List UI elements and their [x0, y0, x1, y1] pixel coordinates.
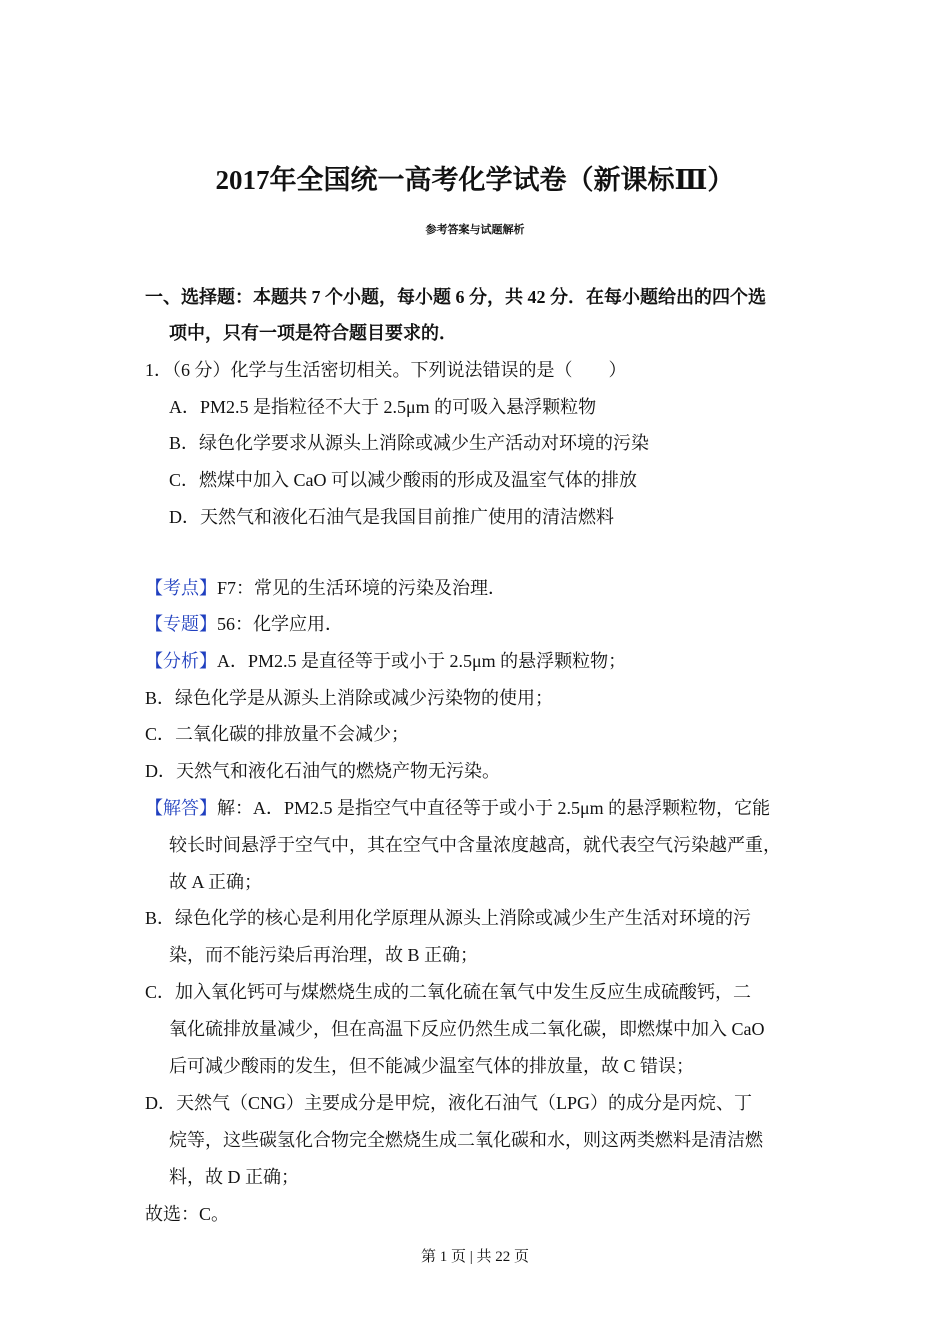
option-a: A．PM2.5 是指粒径不大于 2.5μm 的可吸入悬浮颗粒物 [169, 397, 597, 417]
jieda-row [145, 796, 770, 820]
jieda-line-10: 烷等，这些碳氢化合物完全燃烧生成二氧化碳和水，则这两类燃料是清洁燃 [169, 1130, 763, 1150]
section-heading-line1: 一、选择题：本题共 7 个小题，每小题 6 分，共 42 分．在每小题给出的四个选 [145, 287, 766, 307]
fenxi-line-d: D．天然气和液化石油气的燃烧产物无污染。 [145, 761, 500, 781]
jieda-line-6: C．加入氧化钙可与煤燃烧生成的二氧化硫在氧气中发生反应生成硫酸钙，二 [145, 982, 752, 1002]
kaodian-row [145, 576, 506, 600]
fenxi-row [145, 649, 626, 673]
kaodian-text: F7：常见的生活环境的污染及治理． [217, 578, 507, 598]
option-c: C．燃煤中加入 CaO 可以减少酸雨的形成及温室气体的排放 [169, 470, 637, 490]
kaodian-label: 【考点】 [145, 578, 217, 598]
section-heading-line2: 项中，只有一项是符合题目要求的． [169, 323, 457, 343]
page-footer: 第 1 页 | 共 22 页 [420, 1249, 529, 1265]
fenxi-label: 【分析】 [145, 651, 217, 671]
fenxi-line-a: A．PM2.5 是直径等于或小于 2.5μm 的悬浮颗粒物； [217, 651, 627, 671]
question-stem: 1．（6 分）化学与生活密切相关。下列说法错误的是（ ） [145, 360, 627, 380]
jieda-line-8: 后可减少酸雨的发生，但不能减少温室气体的排放量，故 C 错误； [169, 1056, 695, 1076]
document-title: 2017年全国统一高考化学试卷（新课标Ⅲ） [215, 165, 735, 195]
jieda-label: 【解答】 [145, 798, 217, 818]
option-d: D．天然气和液化石油气是我国目前推广使用的清洁燃料 [169, 507, 614, 527]
answer-line: 故选：C。 [145, 1204, 230, 1224]
jieda-line-4: B．绿色化学的核心是利用化学原理从源头上消除或减少生产生活对环境的污 [145, 908, 752, 928]
zhuanti-row [145, 612, 343, 636]
option-b: B．绿色化学要求从源头上消除或减少生产活动对环境的污染 [169, 433, 650, 453]
fenxi-line-b: B．绿色化学是从源头上消除或减少污染物的使用； [145, 688, 554, 708]
jieda-line-2: 较长时间悬浮于空气中，其在空气中含量浓度越高，就代表空气污染越严重， [169, 835, 781, 855]
zhuanti-text: 56：化学应用． [217, 614, 343, 634]
jieda-line-11: 料，故 D 正确； [169, 1167, 299, 1187]
jieda-line-1: 解：A．PM2.5 是指空气中直径等于或小于 2.5μm 的悬浮颗粒物，它能 [217, 798, 771, 818]
jieda-line-3: 故 A 正确； [169, 872, 263, 892]
document-subtitle: 参考答案与试题解析 [425, 223, 525, 236]
zhuanti-label: 【专题】 [145, 614, 217, 634]
jieda-line-5: 染，而不能污染后再治理，故 B 正确； [169, 945, 479, 965]
fenxi-line-c: C．二氧化碳的排放量不会减少； [145, 724, 410, 744]
jieda-line-9: D．天然气（CNG）主要成分是甲烷，液化石油气（LPG）的成分是丙烷、丁 [145, 1093, 753, 1113]
jieda-line-7: 氧化硫排放量减少，但在高温下反应仍然生成二氧化碳，即燃煤中加入 CaO [169, 1019, 765, 1039]
